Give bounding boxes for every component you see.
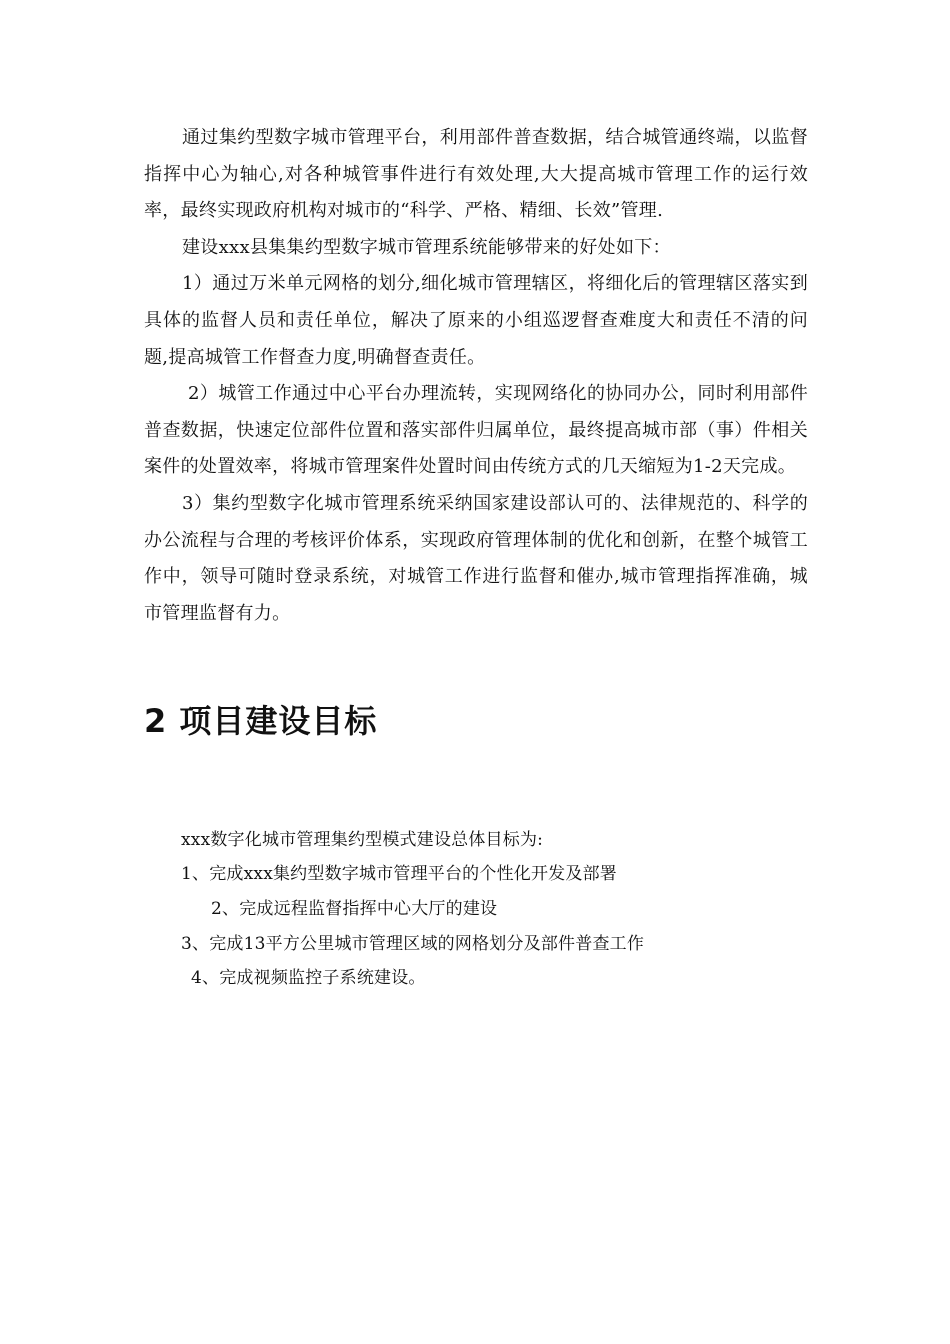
paragraph-benefits-intro: 建设xxx县集集约型数字城市管理系统能够带来的好处如下：	[182, 236, 671, 258]
body-text	[144, 120, 808, 632]
section-heading: 2 项目建设目标	[144, 702, 378, 740]
paragraph-benefit-2: 2）城管工作通过中心平台办理流转，实现网络化的协同办公，同时利用部件普查数据，快速定位部件位置和落实部件归属单位，最终提高城市部（事）件相关案件的处置效率，将城市管理案件处置时间由传统方式的几天缩短为1-2天完成。	[144, 383, 808, 478]
goals-intro: xxx数字化城市管理集约型模式建设总体目标为:	[181, 830, 544, 850]
goal-item: 2、完成远程监督指挥中心大厅的建设	[211, 899, 498, 919]
paragraph-overview: 通过集约型数字城市管理平台，利用部件普查数据，结合城管通终端，以监督指挥中心为轴心,对各种城管事件进行有效处理,大大提高城市管理工作的运行效率，最终实现政府机构对城市的“科学、严格、精细、长效”管理.	[144, 127, 808, 222]
goal-item: 1、完成xxx集约型数字城市管理平台的个性化开发及部署	[181, 864, 617, 884]
goal-item: 3、完成13平方公里城市管理区域的网格划分及部件普查工作	[181, 934, 645, 954]
goal-item: 4、完成视频监控子系统建设。	[191, 968, 426, 988]
paragraph-benefit-3: 3）集约型数字化城市管理系统采纳国家建设部认可的、法律规范的、科学的办公流程与合理的考核评价体系，实现政府管理体制的优化和创新，在整个城管工作中，领导可随时登录系统，对城管工作进行监督和催办,城市管理指挥准确，城市管理监督有力。	[144, 492, 808, 624]
paragraph-benefit-1: 1）通过万米单元网格的划分,细化城市管理辖区，将细化后的管理辖区落实到具体的监督人员和责任单位，解决了原来的小组巡逻督查难度大和责任不清的问题,提高城管工作督查力度,明确督查责任。	[144, 273, 808, 368]
